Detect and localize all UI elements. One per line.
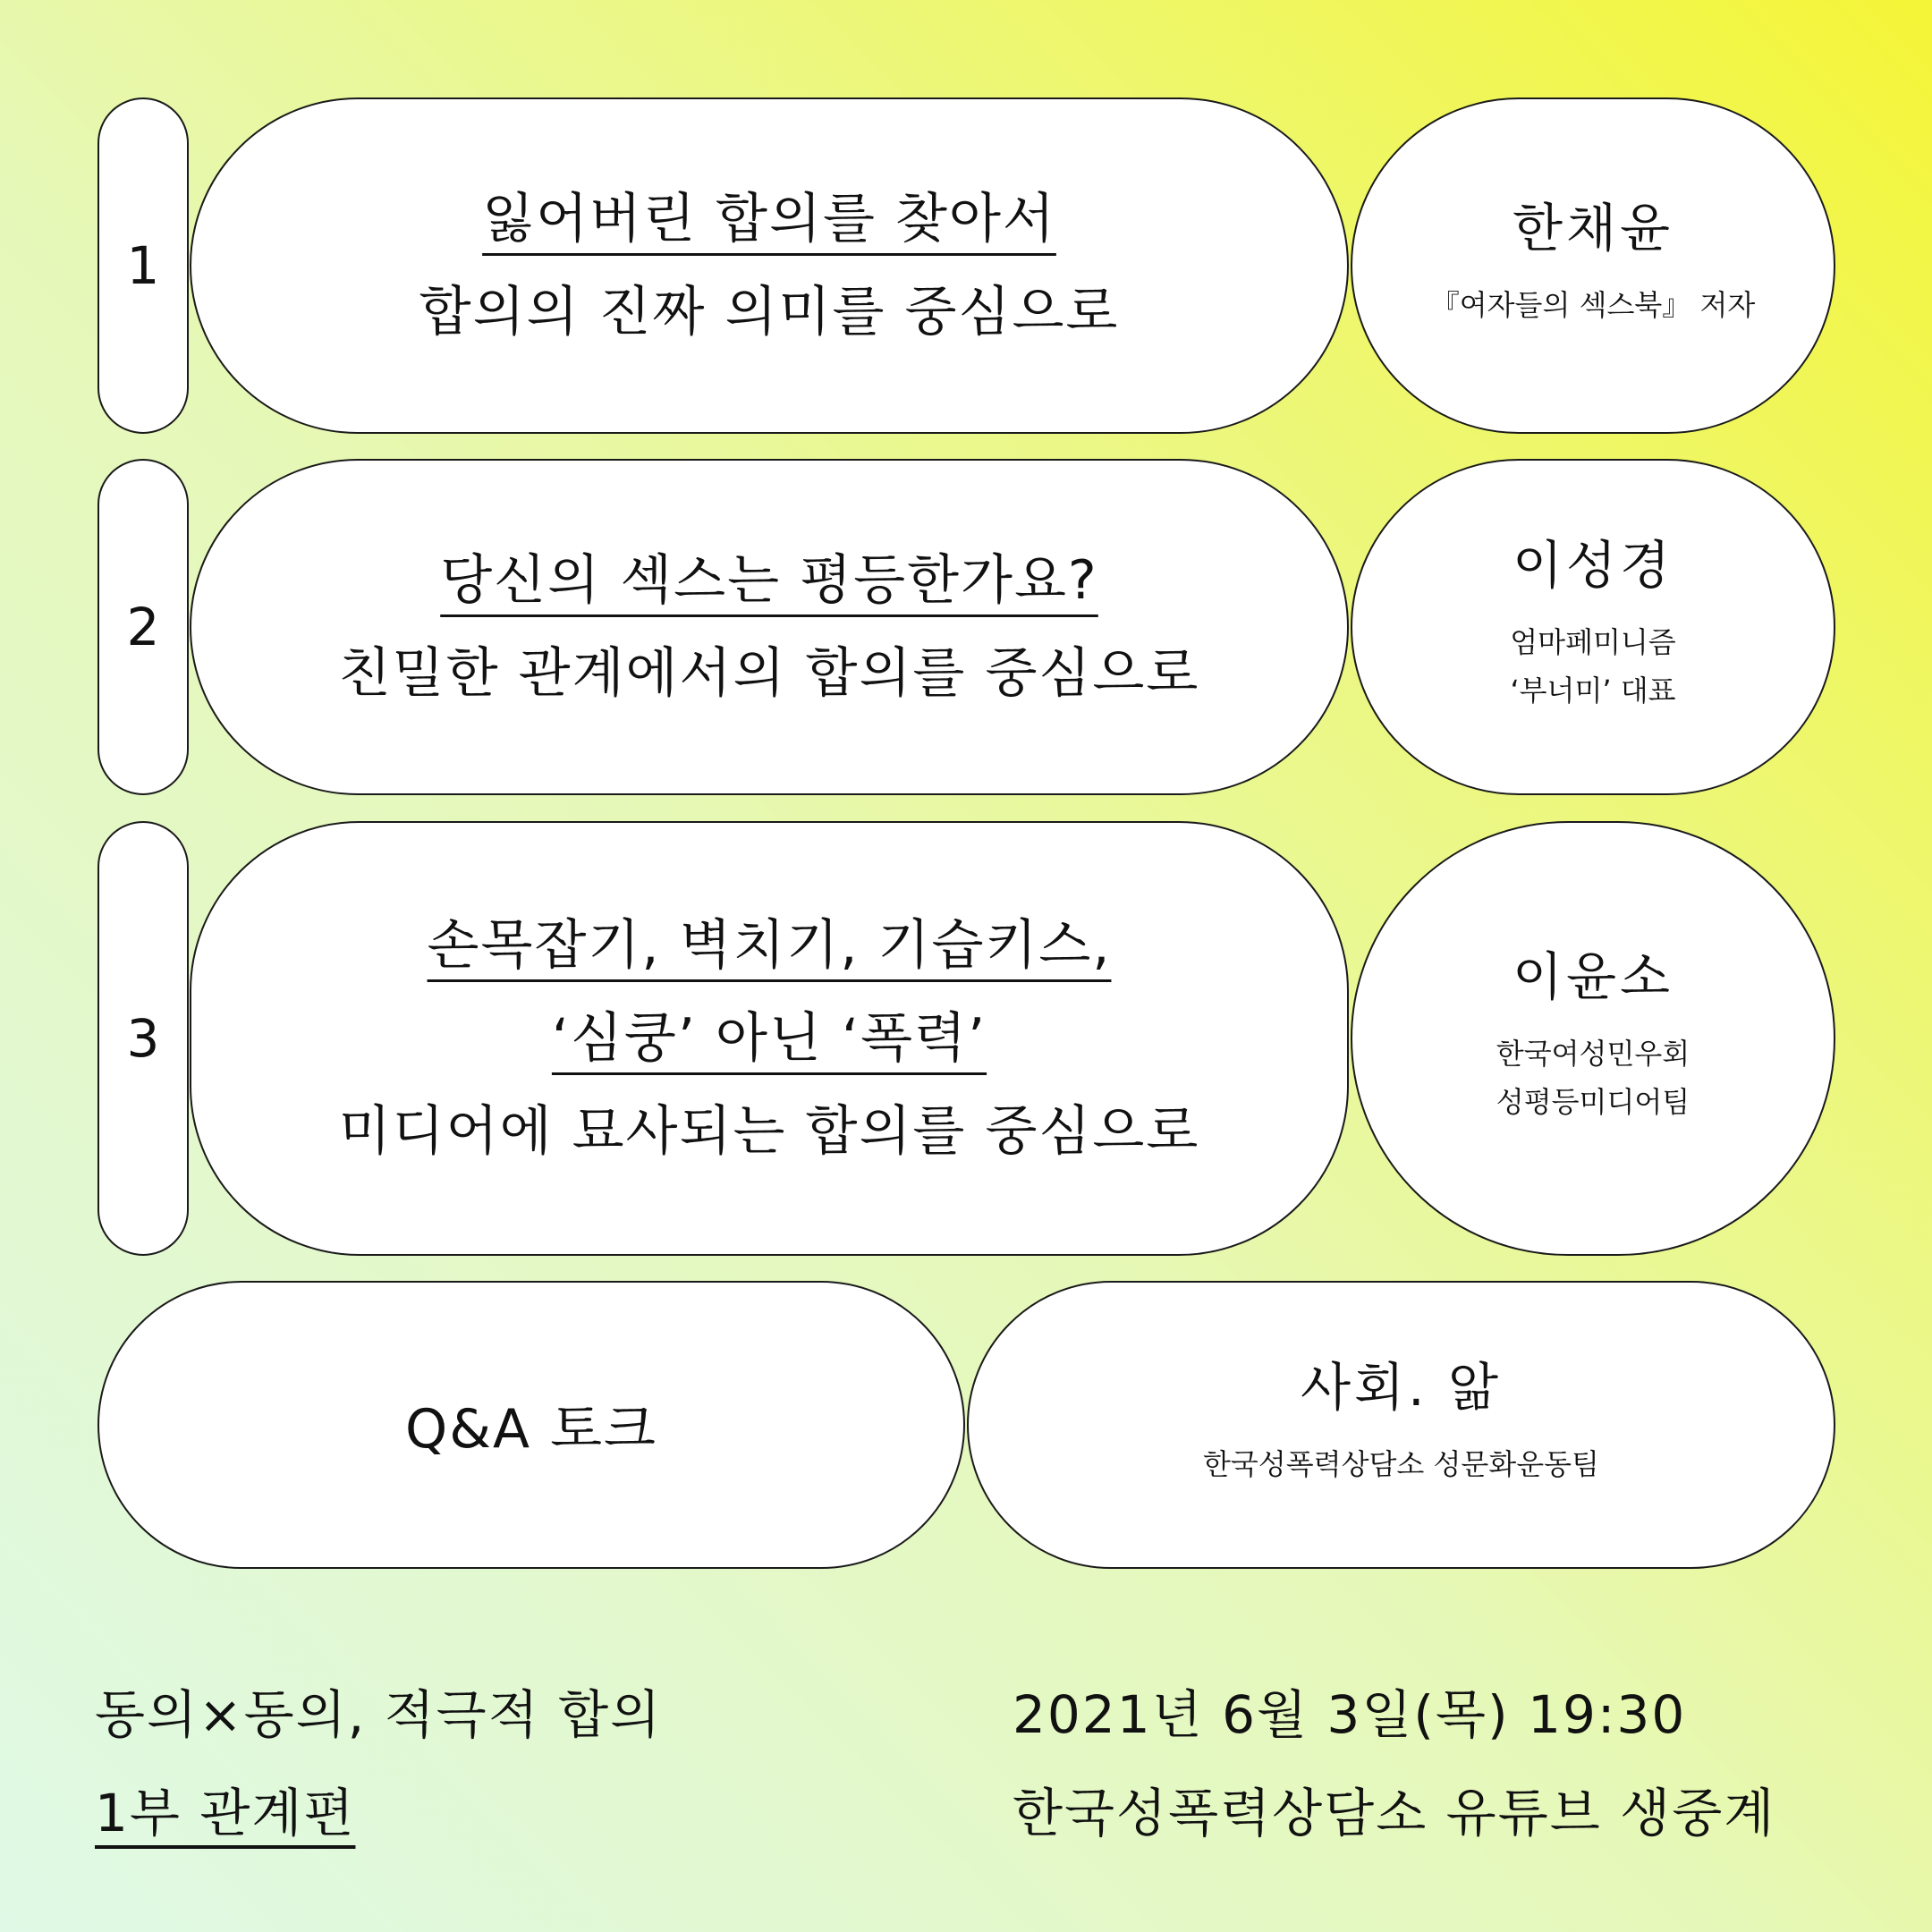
qa-pill xyxy=(97,1281,965,1569)
event-venue: 한국성폭력상담소 유튜브 생중계 xyxy=(1013,1783,1776,1843)
speaker-role: ‘부너미’ 대표 xyxy=(1510,674,1676,708)
session-number: 1 xyxy=(126,235,160,296)
session-title: 당신의 섹스는 평등한가요? xyxy=(440,549,1098,612)
session-1-topic-pill xyxy=(190,97,1349,434)
session-3-topic-pill xyxy=(190,821,1349,1256)
series-title: 동의×동의, 적극적 합의 xyxy=(95,1684,663,1745)
speaker-name: 이윤소 xyxy=(1512,946,1674,1007)
session-title: 잃어버린 합의를 찾아서 xyxy=(482,188,1056,250)
session-title-line-2: ‘심쿵’ 아닌 ‘폭력’ xyxy=(551,1007,987,1070)
session-1-speaker-pill xyxy=(1351,97,1835,434)
speaker-name: 이성경 xyxy=(1512,535,1674,596)
speaker-name: 한채윤 xyxy=(1512,198,1674,258)
session-3-number-pill xyxy=(97,821,189,1256)
host-pill xyxy=(967,1281,1835,1569)
session-subtitle: 친밀한 관계에서의 합의를 중심으로 xyxy=(338,642,1200,705)
speaker-role: 『여자들의 섹스북』 저자 xyxy=(1430,288,1756,322)
part-title: 1부 관계편 xyxy=(95,1783,356,1843)
session-number: 3 xyxy=(126,1008,160,1069)
speaker-role: 엄마페미니즘 xyxy=(1510,625,1676,659)
session-number: 2 xyxy=(126,597,160,657)
session-3-speaker-pill xyxy=(1351,821,1835,1256)
session-2-topic-pill xyxy=(190,459,1349,795)
qa-label: Q&A 토크 xyxy=(404,1398,658,1461)
session-subtitle: 합의의 진짜 의미를 중심으로 xyxy=(419,281,1120,343)
session-2-speaker-pill xyxy=(1351,459,1835,795)
speaker-role: 한국여성민우회 xyxy=(1496,1037,1690,1071)
host-role: 한국성폭력상담소 성문화운동팀 xyxy=(1203,1447,1599,1481)
session-subtitle: 미디어에 묘사되는 합의를 중심으로 xyxy=(338,1100,1200,1163)
session-title: 손목잡기, 벽치기, 기습키스, xyxy=(427,914,1112,977)
host-name: 사회. 앎 xyxy=(1301,1357,1502,1418)
session-1-number-pill xyxy=(97,97,189,434)
session-2-number-pill xyxy=(97,459,189,795)
event-datetime: 2021년 6월 3일(목) 19:30 xyxy=(1013,1684,1687,1745)
speaker-role: 성평등미디어팀 xyxy=(1496,1085,1690,1119)
